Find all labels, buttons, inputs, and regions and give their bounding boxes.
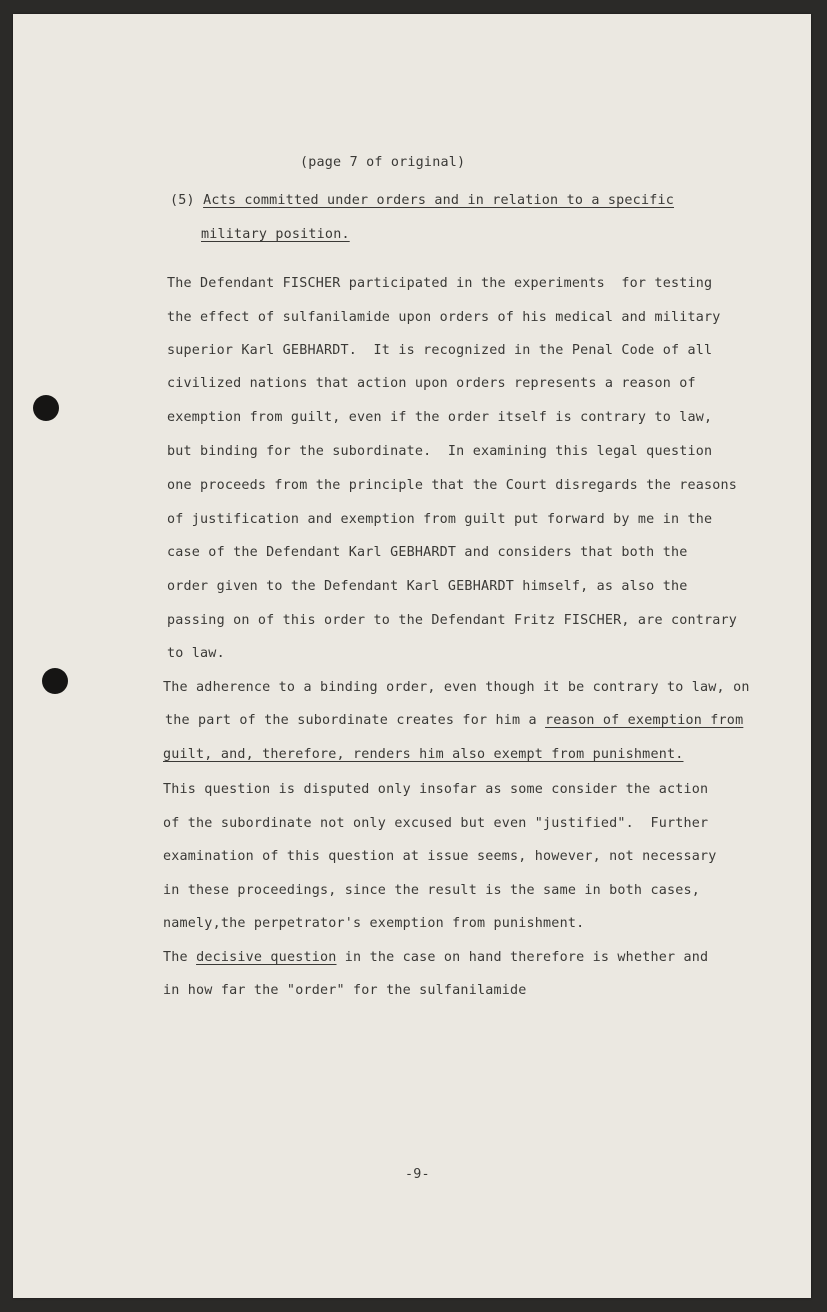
- para1-line: of justification and exemption from guilt put forward by me in the: [167, 512, 713, 527]
- para1-line: the effect of sulfanilamide upon orders of his medical and military: [167, 310, 721, 325]
- para1-line: passing on of this order to the Defendant Fritz FISCHER, are contrary: [167, 613, 738, 628]
- para4-line: [163, 950, 708, 966]
- para2-underlined-line: guilt, and, therefore, renders him also exempt from punishment.: [163, 747, 684, 762]
- section-number: (5): [170, 193, 195, 208]
- para2-line: [165, 713, 743, 729]
- para1-line: order given to the Defendant Karl GEBHARDT himself, as also the: [167, 579, 688, 594]
- para4-line1-end: in the case on hand therefore is whether and: [336, 950, 709, 965]
- para1-line: to law.: [167, 646, 225, 661]
- section-heading-line2: military position.: [201, 227, 350, 242]
- para1-line: superior Karl GEBHARDT. It is recognized in the Penal Code of all: [167, 343, 713, 358]
- para3-line: in these proceedings, since the result is the same in both cases,: [163, 883, 701, 898]
- para4-line1-start: The: [163, 950, 197, 965]
- para2-line2-text: the part of the subordinate creates for him a: [165, 713, 546, 728]
- para3-line: namely,the perpetrator's exemption from punishment.: [163, 916, 585, 931]
- para4-decisive-question: decisive question: [196, 950, 337, 965]
- para3-line: This question is disputed only insofar as some consider the action: [163, 782, 709, 797]
- section-heading: [170, 193, 674, 209]
- para1-line: The Defendant FISCHER participated in the experiments for testing: [167, 276, 713, 291]
- para1-line: civilized nations that action upon orders represents a reason of: [167, 376, 696, 391]
- page-header: (page 7 of original): [300, 155, 466, 170]
- para2-line2-underlined: reason of exemption from: [545, 713, 744, 728]
- para2-line: The adherence to a binding order, even though it be contrary to law, on: [163, 680, 750, 695]
- para3-line: of the subordinate not only excused but even "justified". Further: [163, 816, 709, 831]
- para1-line: exemption from guilt, even if the order itself is contrary to law,: [167, 410, 713, 425]
- para4-line: in how far the "order" for the sulfanilamide: [163, 983, 527, 998]
- section-heading-line1: Acts committed under orders and in relation to a specific: [203, 193, 674, 208]
- page-number: -9-: [405, 1167, 430, 1182]
- para3-line: examination of this question at issue seems, however, not necessary: [163, 849, 717, 864]
- para1-line: one proceeds from the principle that the Court disregards the reasons: [167, 478, 738, 493]
- para1-line: case of the Defendant Karl GEBHARDT and considers that both the: [167, 545, 688, 560]
- para1-line: but binding for the subordinate. In examining this legal question: [167, 444, 713, 459]
